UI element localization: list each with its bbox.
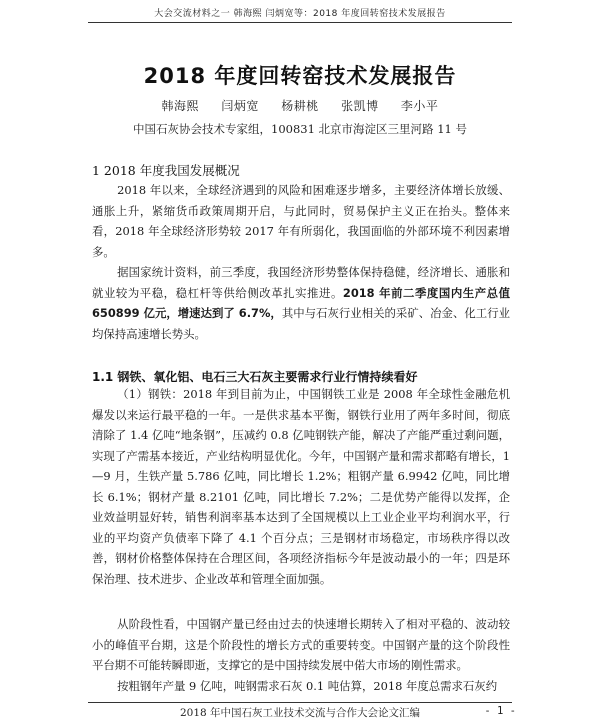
paragraph-lime-demand: 按粗钢年产量 9 亿吨，吨钢需求石灰 0.1 吨估算，2018 年度总需求石灰约 bbox=[117, 679, 498, 693]
gdp-highlight: 2018 年前二季度国内生产总值 650899 亿元，增速达到了 6.7%， bbox=[92, 285, 510, 320]
footer-rule bbox=[88, 702, 512, 703]
paragraph-domestic-economy bbox=[92, 262, 510, 364]
subsection-heading-1-1: 1.1 钢铁、氧化铝、电石三大石灰主要需求行业行情持续看好 bbox=[92, 370, 418, 384]
author: 张凯博 bbox=[341, 99, 379, 113]
page-footer bbox=[0, 705, 600, 721]
paragraph-steel: （1）钢铁：2018 年到目前为止，中国钢铁工业是 2008 年全球性金融危机爆发以来运行最平稳的一年。一是供求基本平衡，钢铁行业用了两年多时间，彻底清除了 1.4 亿吨“地条钢”，压减约 0.8 亿吨钢铁产能，解决了产能严重过剩问题，实现了产需基本接近，产业结构明显优化。今年，中国钢产量和需求都略有增长，1—9 月，生铁产量 5.786 亿吨，同比增长 1.2%；粗钢产量 6.9942 亿吨，同比增长 6.1%；钢材产量 8.2101 亿吨，同比增长 7.2%；二是优势产能得以发挥，企业效益明显好转，销售利润率基本达到了全国规模以上工业企业平均利润水平，行业的平均资产负债率下降了 4.1 个百分点；三是钢材市场稳定，市场秩序得以改善，钢材价格整体保持在合理区间，各项经济指标今年是波动最小的一年；四是环保治理、技术进步、企业改革和管理全面加强。 bbox=[92, 387, 510, 586]
page-number: - 1 - bbox=[484, 705, 516, 717]
author: 闫炳宽 bbox=[221, 99, 259, 113]
paper-title: 2018 年度回转窑技术发展报告 bbox=[143, 64, 457, 88]
author: 韩海熙 bbox=[161, 99, 200, 113]
section-heading-1: 1 2018 年度我国发展概况 bbox=[92, 163, 240, 178]
header-rule bbox=[88, 22, 512, 23]
affiliation: 中国石灰协会技术专家组，100831 北京市海淀区三里河路 11 号 bbox=[133, 122, 467, 136]
footer-proceedings-title: 2018 年中国石灰工业技术交流与合作大会论文汇编 bbox=[179, 707, 421, 719]
paragraph-global-economy: 2018 年以来，全球经济遇到的风险和困难逐步增多，主要经济体增长放缓、通胀上升，紧缩货币政策周期开启，与此同时，贸易保护主义正在抬头。整体来看，2018 年全球经济形势较 2017 年有所弱化，我国面临的外部环境不利因素增多。 bbox=[92, 183, 510, 259]
author-list bbox=[0, 97, 600, 114]
author: 李小平 bbox=[400, 99, 439, 113]
author: 杨耕桃 bbox=[281, 99, 319, 113]
paragraph-text: 其中与石灰行业相关的采矿、冶金、化工行业均保持高速增长势头。 bbox=[92, 306, 510, 341]
paragraph-steel-stage: 从阶段性看，中国钢产量已经由过去的快速增长期转入了相对平稳的、波动较小的峰值平台期，这是个阶段性的增长方式的重要转变。中国钢产量的这个阶段性平台期不可能转瞬即逝，支撑它的是中国持续发展中偌大市场的刚性需求。 bbox=[92, 617, 510, 672]
paragraph-text: 据国家统计资料，前三季度，我国经济形势整体保持稳健，经济增长、通胀和就业较为平稳，稳杠杆等供给侧改革扎实推进。 bbox=[92, 265, 510, 300]
running-header: 大会交流材料之一 韩海熙 闫炳宽等：2018 年度回转窑技术发展报告 bbox=[154, 9, 446, 19]
